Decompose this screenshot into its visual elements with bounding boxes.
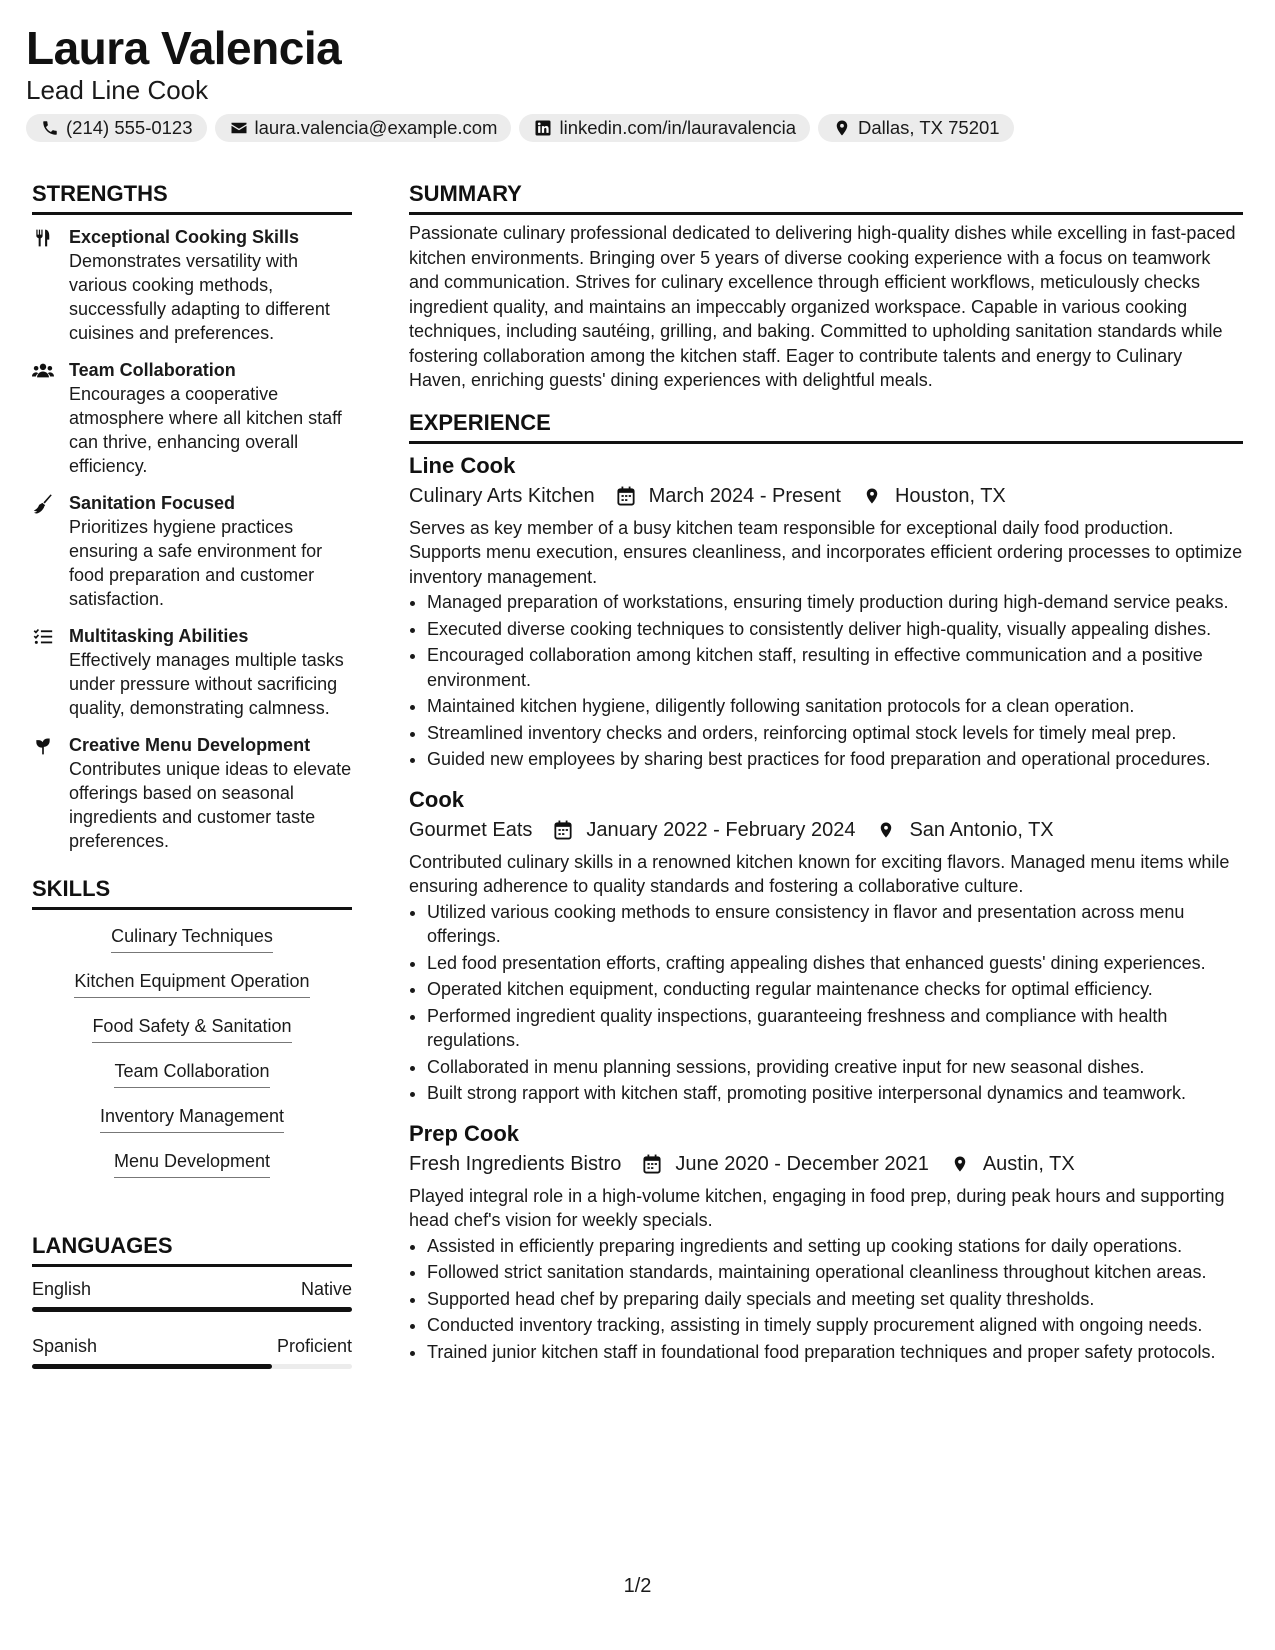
contact-phone [26, 114, 207, 142]
phone-icon [40, 118, 60, 138]
strength-item [32, 624, 352, 720]
job-bullets [409, 590, 1243, 772]
main-content [409, 180, 1243, 1366]
skill-item: Kitchen Equipment Operation [74, 969, 309, 998]
list-item: • Built strong rapport with kitchen staff, promoting positive interpersonal dynamics and teamwork. [427, 1081, 1243, 1106]
strength-title: Creative Menu Development [69, 735, 311, 755]
utensils-icon [32, 225, 56, 345]
strength-item [32, 733, 352, 853]
list-item: • Utilized various cooking methods to ensure consistency in flavor and presentation across menu offerings. [427, 900, 1243, 949]
language-item [32, 1277, 352, 1312]
contact-linkedin[interactable] [519, 114, 810, 142]
broom-icon [32, 491, 56, 611]
list-item: • Maintained kitchen hygiene, diligently following sanitation protocols for a clean operation. [427, 694, 1243, 719]
skill-item: Team Collaboration [114, 1059, 269, 1088]
strength-title: Multitasking Abilities [69, 626, 249, 646]
candidate-name: Laura Valencia [26, 22, 342, 74]
list-item: • Encouraged collaboration among kitchen staff, resulting in effective communication and a positive environment. [427, 643, 1243, 692]
job-location: Houston, TX [894, 484, 1006, 507]
calendar-icon [554, 820, 574, 840]
summary-text: Passionate culinary professional dedicated to delivering high-quality dishes while excelling in fast-paced kitchen environments. Bringing over 5 years of diverse cooking experience with a focus on teamwork and communication. Strives for culinary excellence through efficient workflows, meticulously checks ingredient quality, and maintains an impeccably organized workspace. Capable in various cooking techniques, including sautéing, grilling, and baking. Committed to upholding sanitation standards while fostering collaboration among the kitchen staff. Eager to contribute talents and energy to Culinary Haven, enriching guests' dining experiences with delightful meals. [409, 223, 1236, 390]
language-name: English [32, 1279, 92, 1299]
location-pin-icon [877, 820, 897, 840]
list-item: • Collaborated in menu planning sessions, providing creative input for new seasonal dishes. [427, 1055, 1243, 1080]
list-item: • Guided new employees by sharing best practices for food preparation and operational procedures. [427, 747, 1243, 772]
job-entry [409, 1120, 1243, 1365]
job-bullets [409, 1234, 1243, 1365]
strength-desc: Contributes unique ideas to elevate offerings based on seasonal ingredients and customer taste preferences. [69, 759, 352, 851]
skills-heading: SKILLS [32, 875, 352, 910]
language-level: Native [300, 1279, 352, 1299]
list-item: • Operated kitchen equipment, conducting regular maintenance checks for optimal efficiency. [427, 977, 1243, 1002]
skill-item: Culinary Techniques [111, 924, 273, 953]
contact-email[interactable] [215, 114, 512, 142]
job-description: Serves as key member of a busy kitchen team responsible for exceptional daily food production. Supports menu execution, ensures cleanliness, and incorporates efficient ordering processes to optimize inventory management. [409, 517, 1243, 587]
job-meta [409, 1149, 1243, 1179]
list-item: • Trained junior kitchen staff in foundational food preparation techniques and proper safety protocols. [427, 1340, 1243, 1365]
list-item: • Streamlined inventory checks and orders, reinforcing optimal stock levels for timely meal prep. [427, 721, 1243, 746]
language-level: Proficient [276, 1336, 352, 1356]
calendar-icon [643, 1154, 663, 1174]
job-location: San Antonio, TX [909, 818, 1054, 841]
job-meta [409, 481, 1243, 511]
list-item: • Supported head chef by preparing daily specials and meeting set quality thresholds. [427, 1287, 1243, 1312]
strength-desc: Prioritizes hygiene practices ensuring a safe environment for food preparation and customer satisfaction. [69, 517, 323, 609]
candidate-role: Lead Line Cook [26, 75, 209, 105]
skill-item: Food Safety & Sanitation [92, 1014, 291, 1043]
page-number: 1/2 [623, 1575, 652, 1597]
job-location: Austin, TX [982, 1152, 1075, 1175]
job-title: Line Cook [409, 452, 516, 478]
job-company: Fresh Ingredients Bistro [409, 1152, 622, 1175]
list-item: • Assisted in efficiently preparing ingredients and setting up cooking stations for daily operations. [427, 1234, 1243, 1259]
job-description: Contributed culinary skills in a renowned kitchen known for exciting flavors. Managed menu items while ensuring adherence to quality standards and fostering a collaborative culture. [409, 851, 1230, 896]
job-meta [409, 815, 1243, 845]
calendar-icon [617, 486, 637, 506]
strength-desc: Effectively manages multiple tasks under pressure without sacrificing quality, demonstrating calmness. [69, 650, 344, 718]
strength-item [32, 358, 352, 478]
resume-header [26, 20, 1246, 142]
seedling-icon [32, 733, 56, 853]
skill-item: Inventory Management [100, 1104, 284, 1133]
location-pin-icon [951, 1154, 971, 1174]
list-item: • Led food presentation efforts, crafting appealing dishes that enhanced guests' dining experiences. [427, 951, 1243, 976]
job-entry [409, 786, 1243, 1106]
strengths-list [32, 225, 352, 853]
list-item: • Followed strict sanitation standards, maintaining operational cleanliness throughout kitchen areas. [427, 1260, 1243, 1285]
strength-item [32, 225, 352, 345]
job-dates: January 2022 - February 2024 [586, 818, 856, 841]
job-title: Prep Cook [409, 1120, 520, 1146]
envelope-icon [229, 118, 249, 138]
contact-email-text: laura.valencia@example.com [254, 117, 498, 138]
strength-title: Exceptional Cooking Skills [69, 227, 300, 247]
strength-desc: Demonstrates versatility with various cooking methods, successfully adapting to different cuisines and preferences. [69, 251, 330, 343]
job-dates: June 2020 - December 2021 [675, 1152, 929, 1175]
language-proficiency-bar [32, 1307, 352, 1312]
location-pin-icon [863, 486, 883, 506]
strength-item [32, 491, 352, 611]
job-company: Gourmet Eats [409, 818, 533, 841]
location-pin-icon [832, 118, 852, 138]
language-name: Spanish [32, 1336, 98, 1356]
contact-location [818, 114, 1014, 142]
job-company: Culinary Arts Kitchen [409, 484, 595, 507]
contact-location-text: Dallas, TX 75201 [858, 117, 1000, 138]
languages-list [32, 1277, 352, 1369]
contact-phone-text: (214) 555-0123 [66, 117, 193, 138]
list-item: • Managed preparation of workstations, ensuring timely production during high-demand service peaks. [427, 590, 1243, 615]
language-proficiency-fill [32, 1364, 272, 1369]
contact-linkedin-text: linkedin.com/in/lauravalencia [559, 117, 796, 138]
job-title: Cook [409, 786, 464, 812]
strength-title: Sanitation Focused [69, 493, 236, 513]
skills-list [32, 924, 352, 1194]
experience-heading: EXPERIENCE [409, 409, 1243, 444]
languages-heading: LANGUAGES [32, 1232, 352, 1267]
sidebar [32, 180, 352, 1391]
strength-desc: Encourages a cooperative atmosphere where all kitchen staff can thrive, enhancing overall efficiency. [69, 384, 342, 476]
job-entry [409, 452, 1243, 772]
language-proficiency-bar [32, 1364, 352, 1369]
linkedin-icon [533, 118, 553, 138]
users-icon [32, 358, 56, 478]
summary-heading: SUMMARY [409, 180, 1243, 215]
list-check-icon [32, 624, 56, 720]
list-item: • Conducted inventory tracking, assisting in timely supply procurement aligned with ongoing needs. [427, 1313, 1243, 1338]
language-item [32, 1334, 352, 1369]
job-description: Played integral role in a high-volume kitchen, engaging in food prep, during peak hours and supporting head chef's vision for weekly specials. [409, 1185, 1225, 1230]
strengths-heading: STRENGTHS [32, 180, 352, 215]
skill-item: Menu Development [114, 1149, 270, 1178]
list-item: • Performed ingredient quality inspections, guaranteeing freshness and compliance with health regulations. [427, 1004, 1243, 1053]
language-proficiency-fill [32, 1307, 352, 1312]
strength-title: Team Collaboration [69, 360, 236, 380]
contact-list [26, 114, 1246, 142]
job-bullets [409, 900, 1243, 1106]
list-item: • Executed diverse cooking techniques to consistently deliver high-quality, visually appealing dishes. [427, 617, 1243, 642]
job-dates: March 2024 - Present [648, 484, 841, 507]
